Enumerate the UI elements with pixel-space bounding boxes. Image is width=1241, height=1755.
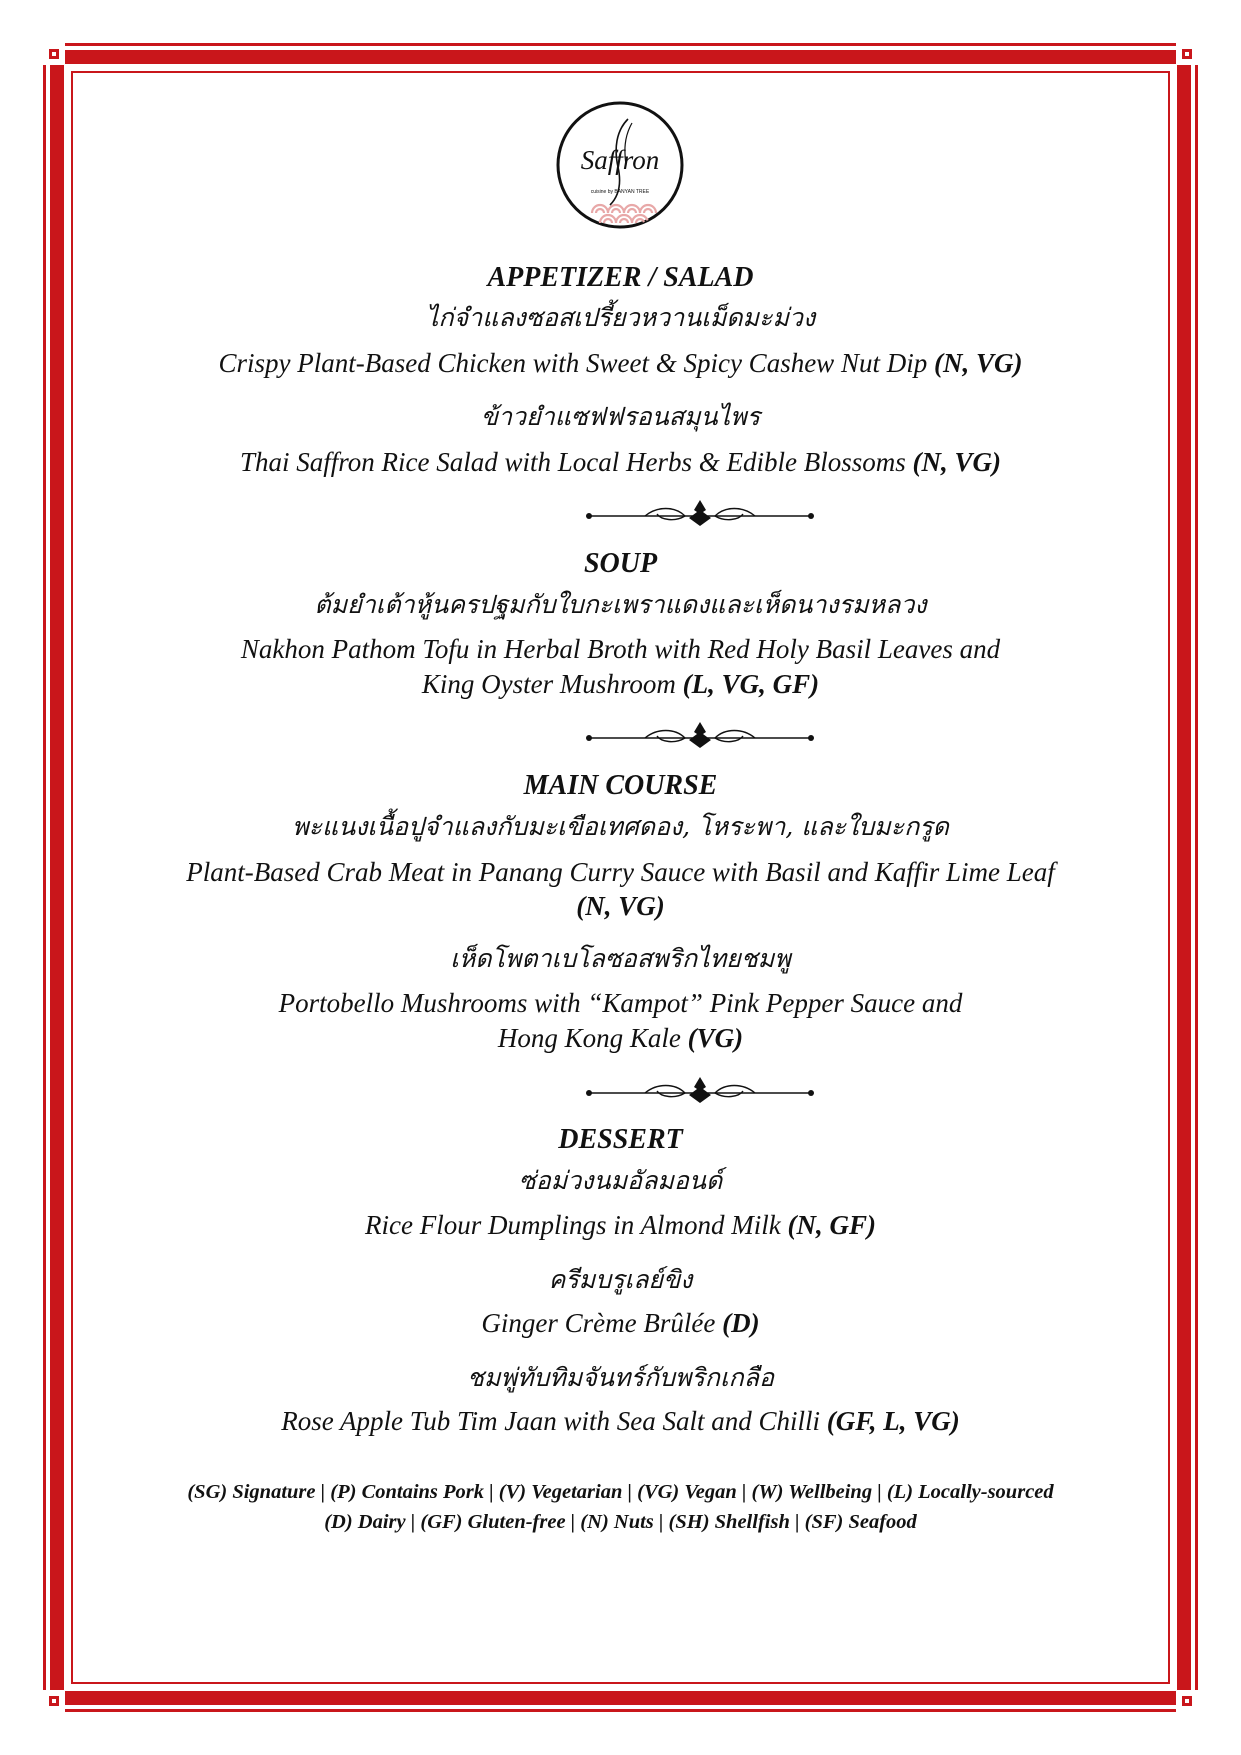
ornamental-divider [585, 498, 815, 528]
dish-tags: (N, GF) [787, 1210, 876, 1240]
dietary-legend: (SG) Signature | (P) Contains Pork | (V) Vegetarian | (VG) Vegan | (W) Wellbeing | (L) Locally-sourced [187, 1481, 1054, 1503]
saffron-logo [556, 101, 684, 229]
ornamental-divider [585, 1075, 815, 1105]
dish-tags: (L, VG, GF) [682, 669, 820, 699]
section-heading-main-course: MAIN COURSE [523, 770, 718, 801]
dish-tags: (VG) [687, 1023, 744, 1053]
ornamental-divider [585, 720, 815, 750]
dish-tags: (GF, L, VG) [826, 1406, 960, 1436]
dish-thai-name: ครีมบรูเลย์ขิง [548, 1265, 693, 1294]
dish-english-name: Nakhon Pathom Tofu in Herbal Broth with Red Holy Basil Leaves and [240, 634, 1001, 664]
dish-tags: (N, VG) [912, 447, 1001, 477]
dish-thai-name: เห็ดโพตาเบโลซอสพริกไทยชมพู [450, 944, 791, 973]
section-heading-soup: SOUP [583, 548, 658, 579]
section-heading-appetizer: APPETIZER / SALAD [487, 262, 754, 293]
logo-wordmark: Saffron [580, 145, 660, 175]
dietary-legend: (D) Dairy | (GF) Gluten-free | (N) Nuts | (SH) Shellfish | (SF) Seafood [324, 1511, 917, 1533]
dish-english-name: Rice Flour Dumplings in Almond Milk (N, GF) [365, 1210, 876, 1240]
dish-english-name: Ginger Crème Brûlée (D) [481, 1308, 760, 1338]
dish-english-name: King Oyster Mushroom (L, VG, GF) [421, 669, 820, 699]
dish-thai-name: ต้มยำเต้าหู้นครปฐมกับใบกะเพราแดงและเห็ดนางรมหลวง [314, 590, 927, 619]
dish-thai-name: ข้าวยำแซฟฟรอนสมุนไพร [480, 402, 761, 431]
corner-ornament [1176, 43, 1198, 65]
corner-ornament [1176, 1690, 1198, 1712]
dish-tags: (N, VG) [576, 891, 665, 921]
dish-english-name: Portobello Mushrooms with “Kampot” Pink Pepper Sauce and [278, 988, 963, 1018]
dish-thai-name: ซ่อม่วงนมอัลมอนด์ [518, 1166, 723, 1195]
dish-tags: (D) [722, 1308, 760, 1338]
dish-english-name: Plant-Based Crab Meat in Panang Curry Sauce with Basil and Kaffir Lime Leaf [186, 857, 1055, 887]
dish-thai-name: พะแนงเนื้อปูจำแลงกับมะเขือเทศดอง, โหระพา, และใบมะกรูด [292, 812, 949, 841]
dish-thai-name: ชมพู่ทับทิมจันทร์กับพริกเกลือ [467, 1363, 774, 1392]
dish-english-name: Rose Apple Tub Tim Jaan with Sea Salt and Chilli (GF, L, VG) [281, 1406, 960, 1436]
dish-tags: (N, VG) [933, 348, 1023, 378]
dish-thai-name: ไก่จำแลงซอสเปรี้ยวหวานเม็ดมะม่วง [425, 303, 816, 332]
dish-english-name: Thai Saffron Rice Salad with Local Herbs & Edible Blossoms (N, VG) [240, 447, 1001, 477]
corner-ornament [43, 43, 65, 65]
logo-tagline: cuisine by BANYAN TREE [590, 189, 650, 195]
section-heading-dessert: DESSERT [558, 1124, 683, 1155]
dish-english-name: Hong Kong Kale (VG) [497, 1023, 744, 1053]
dish-english-name: Crispy Plant-Based Chicken with Sweet & Spicy Cashew Nut Dip (N, VG) [218, 348, 1023, 378]
corner-ornament [43, 1690, 65, 1712]
